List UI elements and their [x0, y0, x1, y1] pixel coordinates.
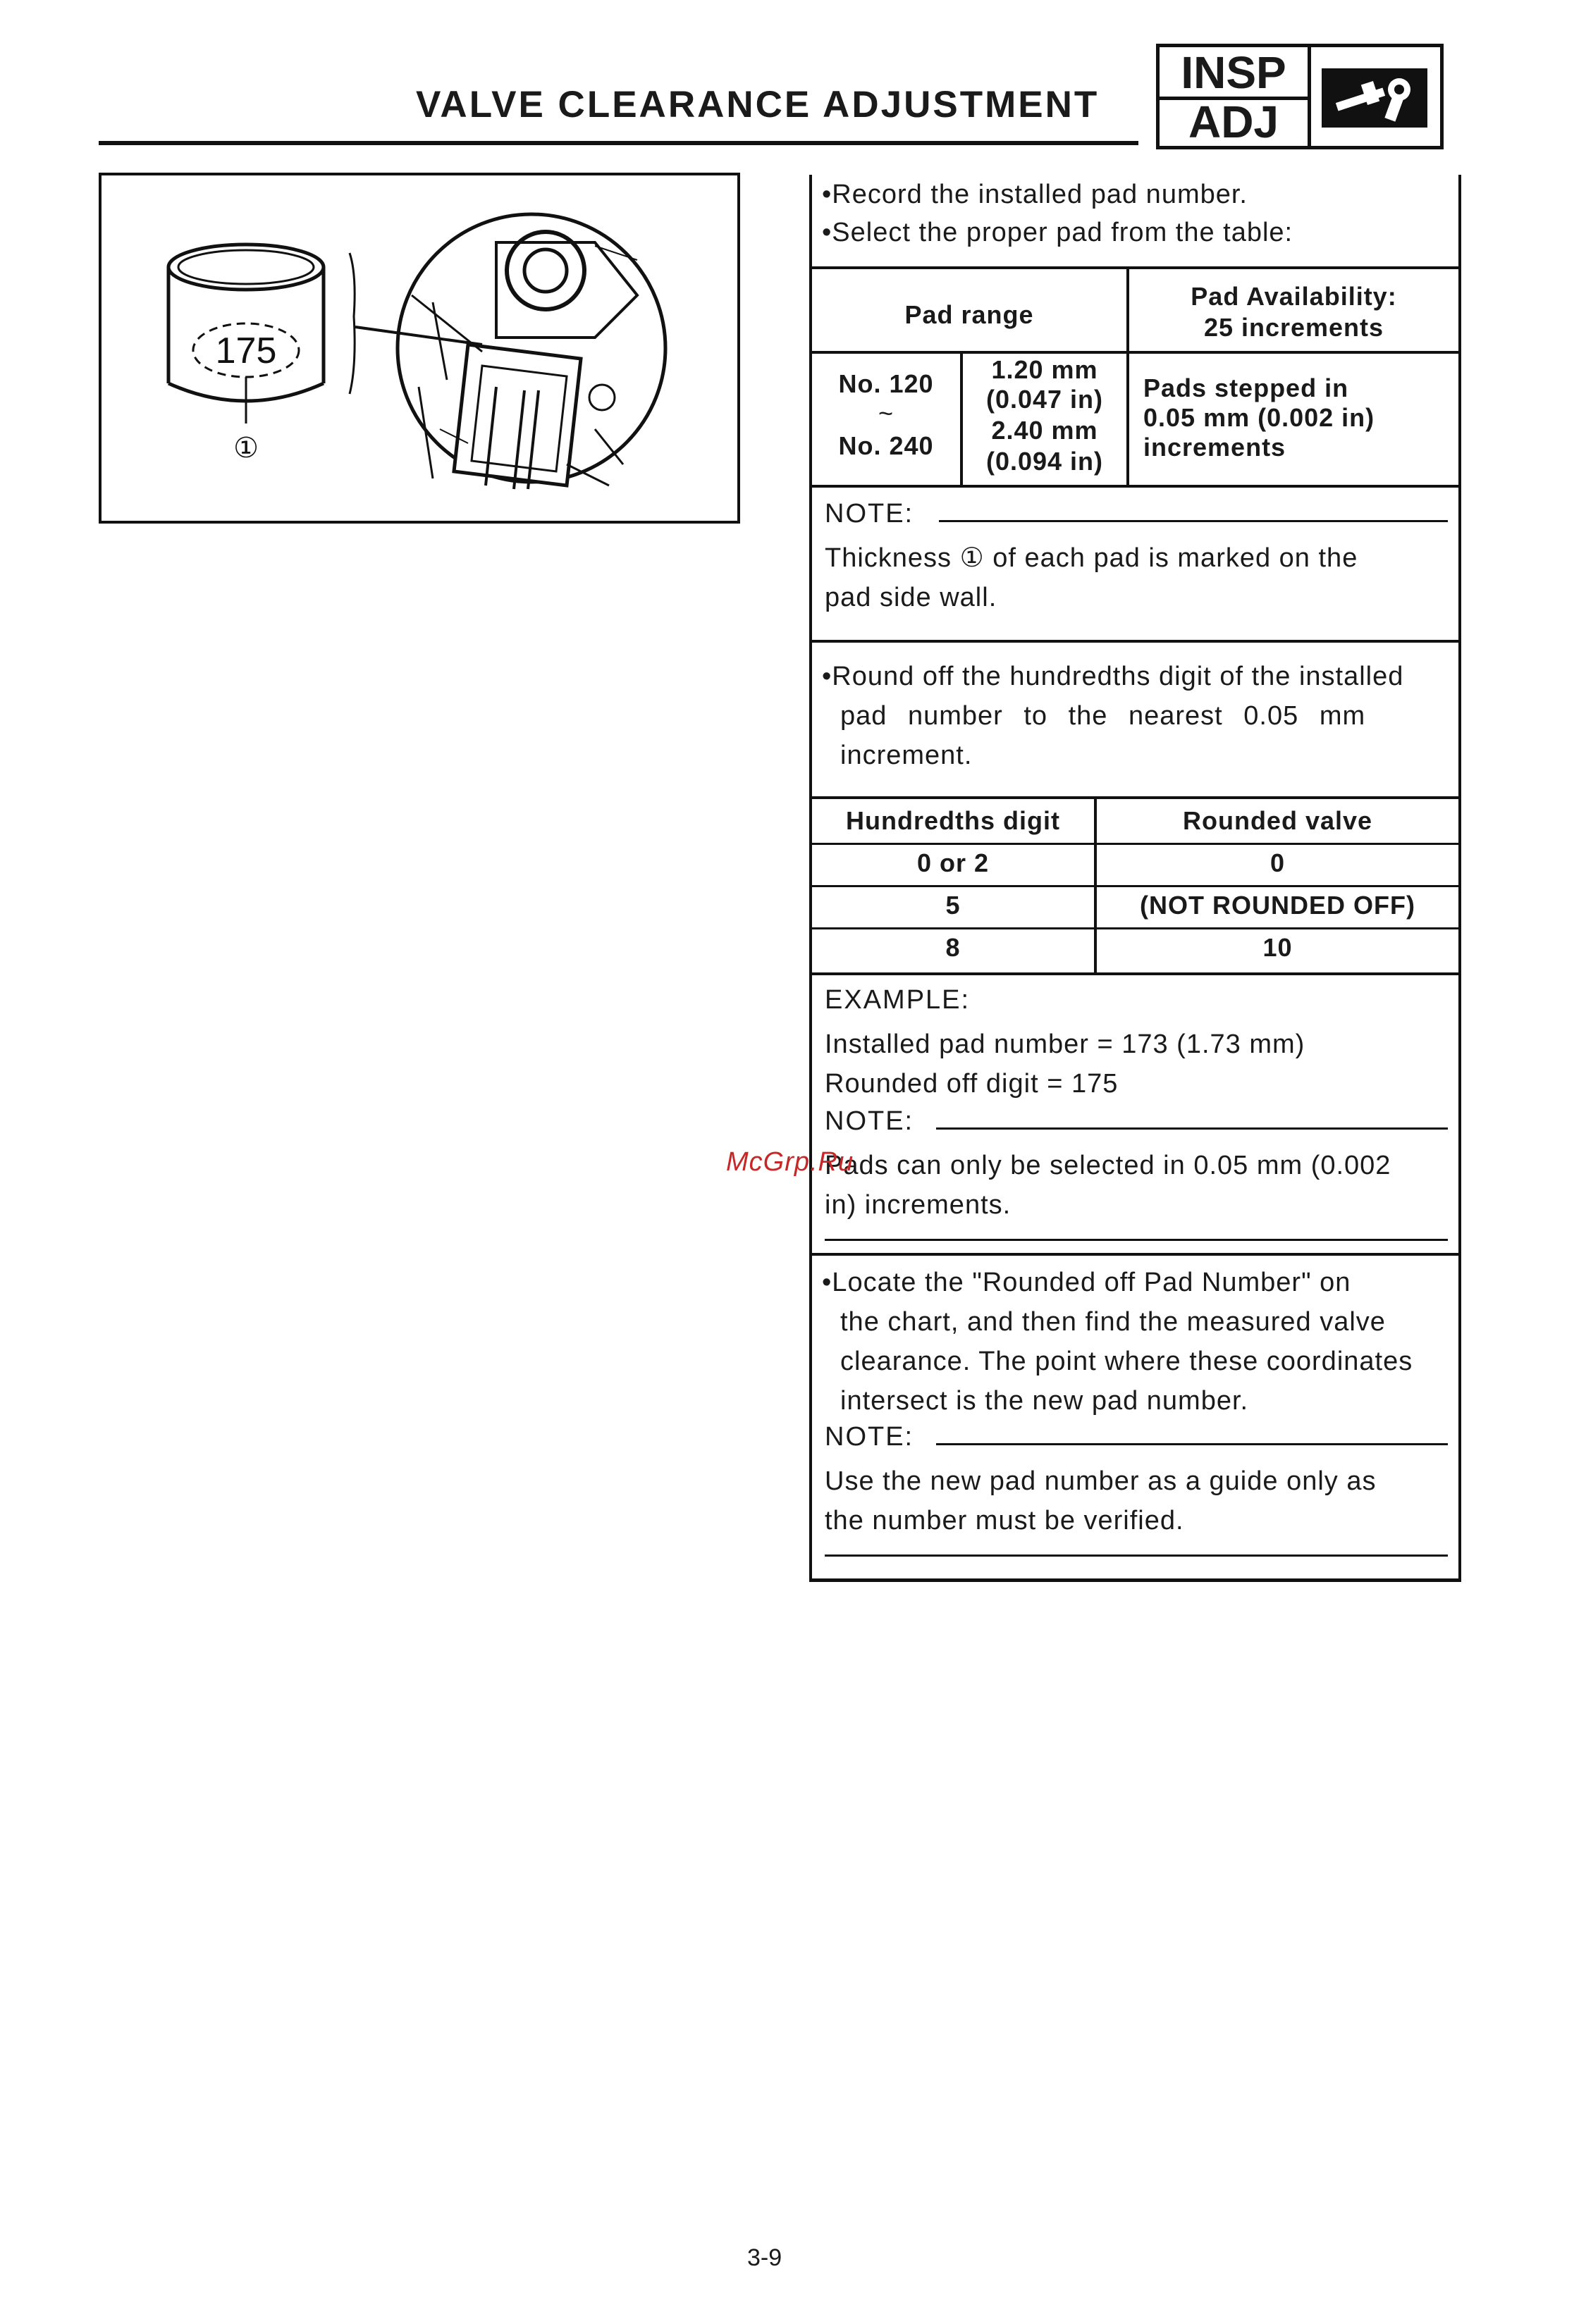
valve-pad-illustration: [102, 175, 737, 521]
locate-line4: intersect is the new pad number.: [840, 1386, 1249, 1416]
table-row-2-digit: 8: [945, 933, 961, 962]
procedure-column: [809, 175, 1461, 1582]
range-tilde: ~: [878, 399, 895, 428]
pad-thickness-number: 175: [215, 330, 277, 371]
badge-adj-label: ADJ: [1188, 97, 1279, 147]
table-row-0-value: 0: [1270, 848, 1286, 877]
round-off-line1: •Round off the hundredths digit of the installed: [822, 662, 1404, 691]
hundredths-digit-header: Hundredths digit: [846, 806, 1060, 835]
pad-increments-header: 25 increments: [1203, 313, 1384, 342]
note2-line2: in) increments.: [825, 1190, 1012, 1220]
example-line2: Rounded off digit = 175: [825, 1069, 1119, 1099]
locate-line2: the chart, and then find the measured valve: [840, 1307, 1386, 1337]
mm-from: 1.20 mm: [991, 355, 1098, 384]
instruction-record-pad: •Record the installed pad number.: [822, 180, 1248, 209]
in-to: (0.094 in): [985, 447, 1104, 476]
badge-insp-label: INSP: [1160, 47, 1308, 100]
pad-availability-header: Pad Availability:: [1191, 282, 1397, 311]
range-from: No. 120: [838, 369, 934, 398]
avail-line2: 0.05 mm (0.002 in): [1143, 403, 1375, 432]
section-badge: [1156, 44, 1444, 149]
note3-label: NOTE:: [825, 1422, 914, 1452]
mm-to: 2.40 mm: [991, 416, 1098, 445]
table-row-2-value: 10: [1262, 933, 1293, 962]
round-off-line3: increment.: [840, 741, 973, 770]
page-number: 3-9: [747, 2244, 782, 2271]
note3-line2: the number must be verified.: [825, 1506, 1184, 1535]
table-row-1-value: (NOT ROUNDED OFF): [1140, 891, 1415, 920]
table-row-1-digit: 5: [945, 891, 961, 920]
illustration-frame: [99, 173, 740, 524]
example-line1: Installed pad number = 173 (1.73 mm): [825, 1030, 1305, 1059]
note3-line1: Use the new pad number as a guide only as: [825, 1466, 1377, 1496]
callout-number: ①: [233, 432, 259, 464]
table-row-0-digit: 0 or 2: [916, 848, 990, 877]
locate-line1: •Locate the "Rounded off Pad Number" on: [822, 1268, 1351, 1297]
page-title: VALVE CLEARANCE ADJUSTMENT: [416, 84, 1100, 125]
note2-line1: Pads can only be selected in 0.05 mm (0.002: [825, 1151, 1391, 1180]
range-to: No. 240: [838, 431, 934, 460]
avail-line1: Pads stepped in: [1143, 373, 1349, 402]
pad-range-header: Pad range: [904, 300, 1034, 329]
title-underline: [99, 141, 1138, 145]
avail-line3: increments: [1143, 433, 1286, 462]
in-from: (0.047 in): [985, 385, 1104, 414]
instruction-select-pad: •Select the proper pad from the table:: [822, 218, 1293, 247]
wrench-screwdriver-icon: [1322, 68, 1427, 128]
cylinder-head-closeup: [355, 214, 665, 489]
rounded-valve-header: Rounded valve: [1182, 806, 1373, 835]
note1-line1: Thickness ① of each pad is marked on the: [825, 543, 1358, 573]
locate-line3: clearance. The point where these coordinates: [840, 1347, 1413, 1376]
example-label: EXAMPLE:: [825, 985, 971, 1015]
watermark-link[interactable]: McGrp.Ru: [726, 1147, 854, 1177]
round-off-line2: pad number to the nearest 0.05 mm: [840, 701, 1366, 731]
note1-line2: pad side wall.: [825, 583, 997, 612]
note1-label: NOTE:: [825, 499, 914, 529]
note2-label: NOTE:: [825, 1106, 914, 1136]
